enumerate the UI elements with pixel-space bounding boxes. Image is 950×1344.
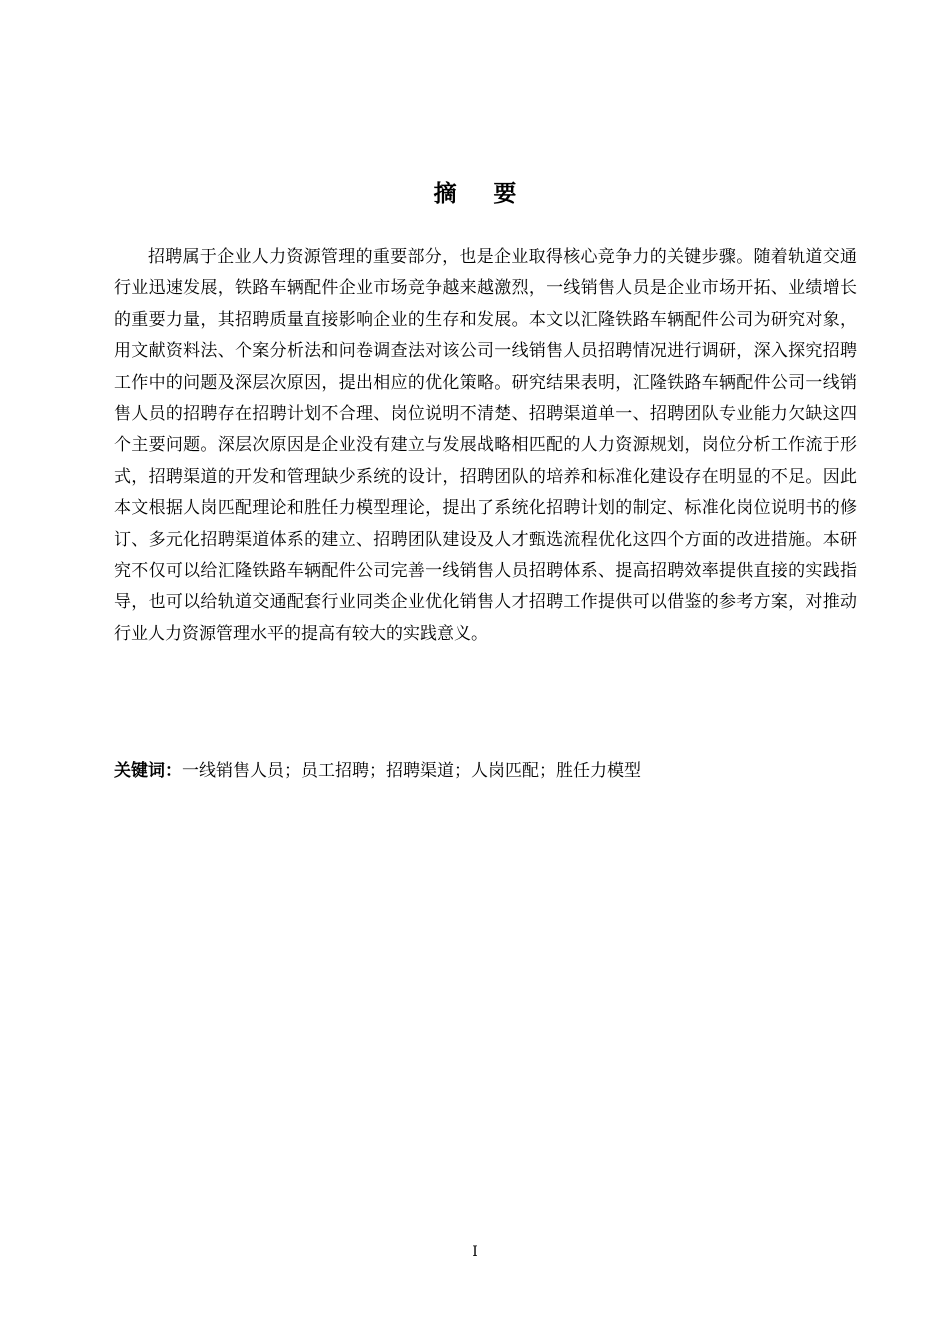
keywords-text: 一线销售人员；员工招聘；招聘渠道；人岗匹配；胜任力模型 [182,761,641,781]
page-number: I [472,1244,478,1260]
abstract-title: 摘要 [433,181,554,207]
keywords-line [114,757,857,785]
abstract-body: 招聘属于企业人力资源管理的重要部分，也是企业取得核心竞争力的关键步骤。随着轨道交通行业迅速发展，铁路车辆配件企业市场竞争越来越激烈，一线销售人员是企业市场开拓、业绩增长的重要力量，其招聘质量直接影响企业的生存和发展。本文以汇隆铁路车辆配件公司为研究对象，用文献资料法、个案分析法和问卷调查法对该公司一线销售人员招聘情况进行调研，深入探究招聘工作中的问题及深层次原因，提出相应的优化策略。研究结果表明，汇隆铁路车辆配件公司一线销售人员的招聘存在招聘计划不合理、岗位说明不清楚、招聘渠道单一、招聘团队专业能力欠缺这四个主要问题。深层次原因是企业没有建立与发展战略相匹配的人力资源规划，岗位分析工作流于形式，招聘渠道的开发和管理缺少系统的设计，招聘团队的培养和标准化建设存在明显的不足。因此本文根据人岗匹配理论和胜任力模型理论，提出了系统化招聘计划的制定、标准化岗位说明书的修订、多元化招聘渠道体系的建立、招聘团队建设及人才甄选流程优化这四个方面的改进措施。本研究不仅可以给汇隆铁路车辆配件公司完善一线销售人员招聘体系、提高招聘效率提供直接的实践指导，也可以给轨道交通配套行业同类企业优化销售人才招聘工作提供可以借鉴的参考方案，对推动行业人力资源管理水平的提高有较大的实践意义。 [114,247,857,644]
keywords-label: 关键词： [114,761,182,781]
